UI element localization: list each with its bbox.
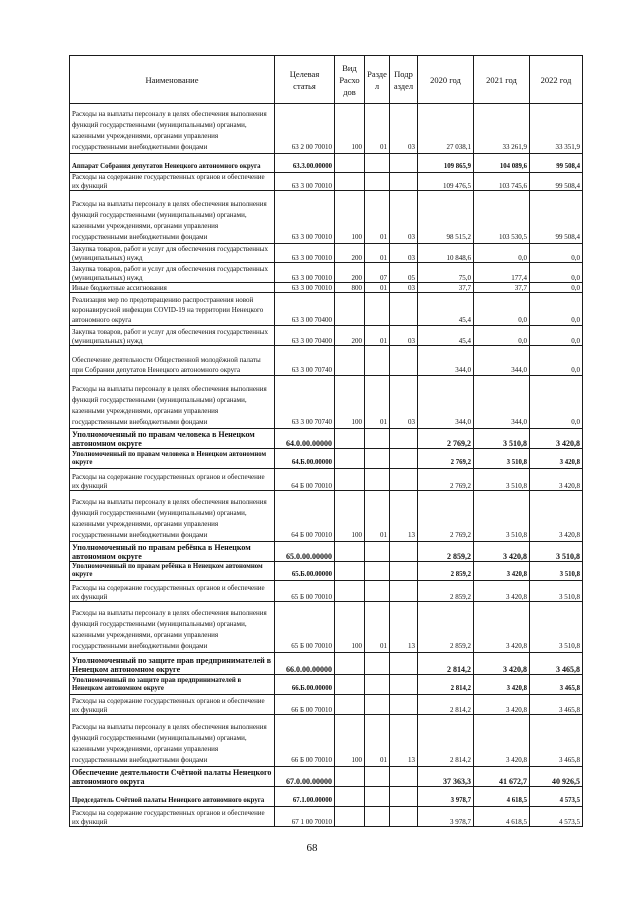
row-subsection [390, 346, 418, 376]
row-subsection [390, 675, 418, 695]
table-row [70, 695, 583, 715]
row-expense-type: 100 [335, 191, 365, 244]
row-target-code: 67.0.00.00000 [275, 767, 335, 787]
row-target-code: 65.0.00.00000 [275, 542, 335, 562]
row-name: Закупка товаров, работ и услуг для обеспечения государственных (муниципальных) нужд [70, 326, 275, 346]
page-number: 68 [306, 842, 318, 854]
row-section [365, 787, 390, 807]
row-value-2021: 3 420,8 [474, 542, 530, 562]
row-subsection: 03 [390, 326, 418, 346]
row-value-2020: 10 848,6 [418, 244, 474, 263]
row-value-2022: 40 926,5 [530, 767, 583, 787]
row-value-2020: 2 859,2 [418, 542, 474, 562]
row-value-2020: 2 769,2 [418, 429, 474, 449]
row-name: Расходы на содержание государственных органов и обеспечение их функций [70, 807, 275, 827]
row-value-2020: 109 476,5 [418, 173, 474, 191]
row-expense-type [335, 767, 365, 787]
row-expense-type: 100 [335, 715, 365, 767]
row-subsection [390, 469, 418, 491]
table-row [70, 491, 583, 542]
row-target-code: 64.Б.00.00000 [275, 449, 335, 469]
row-name: Уполномоченный по правам человека в Ненецком автономном округе [70, 449, 275, 469]
row-section [365, 469, 390, 491]
row-section [365, 562, 390, 581]
row-expense-type [335, 449, 365, 469]
row-subsection [390, 173, 418, 191]
row-section [365, 346, 390, 376]
row-target-code: 63.3.00.00000 [275, 154, 335, 173]
row-target-code: 63 3 00 70010 [275, 244, 335, 263]
row-target-code: 64 Б 00 70010 [275, 469, 335, 491]
row-subsection: 05 [390, 263, 418, 283]
row-target-code: 64.0.00.00000 [275, 429, 335, 449]
row-value-2022: 0,0 [530, 263, 583, 283]
row-target-code: 65.Б.00.00000 [275, 562, 335, 581]
row-value-2021: 3 420,8 [474, 653, 530, 675]
row-section [365, 675, 390, 695]
row-value-2022: 0,0 [530, 376, 583, 429]
row-expense-type: 200 [335, 244, 365, 263]
row-target-code: 63 3 00 70010 [275, 263, 335, 283]
row-value-2020: 344,0 [418, 346, 474, 376]
row-value-2020: 344,0 [418, 376, 474, 429]
table-row [70, 767, 583, 787]
row-value-2021: 33 261,9 [474, 104, 530, 154]
row-target-code: 67.1.00.00000 [275, 787, 335, 807]
row-name: Аппарат Собрания депутатов Ненецкого автономного округа [70, 154, 275, 173]
table-row [70, 562, 583, 581]
row-subsection: 13 [390, 491, 418, 542]
header-section: Разде л [365, 56, 390, 104]
row-value-2022: 0,0 [530, 244, 583, 263]
budget-table [69, 55, 583, 827]
row-subsection [390, 154, 418, 173]
row-section: 07 [365, 263, 390, 283]
row-value-2022: 3 465,8 [530, 653, 583, 675]
row-value-2020: 45,4 [418, 326, 474, 346]
table-row [70, 154, 583, 173]
row-value-2021: 344,0 [474, 376, 530, 429]
row-section: 01 [365, 191, 390, 244]
row-subsection: 13 [390, 715, 418, 767]
row-target-code: 66.Б.00.00000 [275, 675, 335, 695]
row-name: Расходы на выплаты персоналу в целях обеспечения выполнения функций государственными (муниципальными) органами, казенными учреждениями, органами управления государственными внебюджетными фондами [70, 104, 275, 154]
row-name: Расходы на содержание государственных органов и обеспечение их функций [70, 581, 275, 602]
row-name: Расходы на содержание государственных органов и обеспечение их функций [70, 695, 275, 715]
row-name: Уполномоченный по защите прав предпринимателей в Ненецком автономном округе [70, 653, 275, 675]
table-row [70, 449, 583, 469]
row-value-2021: 0,0 [474, 326, 530, 346]
row-expense-type [335, 154, 365, 173]
row-name: Председатель Счётной палаты Ненецкого автономного округа [70, 787, 275, 807]
row-name: Обеспечение деятельности Счётной палаты Ненецкого автономного округа [70, 767, 275, 787]
row-section: 01 [365, 244, 390, 263]
row-subsection: 03 [390, 376, 418, 429]
table-row [70, 173, 583, 191]
row-section: 01 [365, 715, 390, 767]
row-value-2022: 3 510,8 [530, 602, 583, 653]
row-value-2020: 45,4 [418, 293, 474, 326]
row-value-2022: 3 510,8 [530, 562, 583, 581]
row-expense-type: 800 [335, 283, 365, 293]
row-expense-type: 100 [335, 491, 365, 542]
row-section: 01 [365, 376, 390, 429]
row-value-2022: 0,0 [530, 346, 583, 376]
table-row [70, 807, 583, 827]
row-target-code: 65 Б 00 70010 [275, 581, 335, 602]
table-row [70, 104, 583, 154]
row-value-2020: 2 769,2 [418, 491, 474, 542]
row-name: Расходы на выплаты персоналу в целях обеспечения выполнения функций государственными (муниципальными) органами, казенными учреждениями, органами управления государственными внебюджетными фондами [70, 376, 275, 429]
row-name: Закупка товаров, работ и услуг для обеспечения государственных (муниципальных) нужд [70, 244, 275, 263]
row-value-2021: 344,0 [474, 346, 530, 376]
row-value-2020: 2 859,2 [418, 581, 474, 602]
row-value-2020: 2 859,2 [418, 562, 474, 581]
row-value-2020: 109 865,9 [418, 154, 474, 173]
row-value-2021: 3 510,8 [474, 429, 530, 449]
table-row [70, 602, 583, 653]
table-row [70, 293, 583, 326]
row-expense-type [335, 346, 365, 376]
row-target-code: 64 Б 00 70010 [275, 491, 335, 542]
row-name: Обеспечение деятельности Общественной молодёжной палаты при Собрании депутатов Ненецкого автономного округа [70, 346, 275, 376]
row-section: 01 [365, 602, 390, 653]
row-value-2020: 27 038,1 [418, 104, 474, 154]
row-value-2021: 37,7 [474, 283, 530, 293]
row-value-2021: 41 672,7 [474, 767, 530, 787]
row-subsection: 03 [390, 104, 418, 154]
row-target-code: 63 3 00 70740 [275, 376, 335, 429]
row-name: Реализация мер по предотвращению распространения новой коронавирусной инфекции COVID-19 на территории Ненецкого автономного округа [70, 293, 275, 326]
row-value-2020: 2 769,2 [418, 469, 474, 491]
row-section [365, 154, 390, 173]
row-value-2021: 3 420,8 [474, 715, 530, 767]
row-value-2021: 3 420,8 [474, 675, 530, 695]
header-name: Наименование [70, 56, 275, 104]
row-value-2020: 75,0 [418, 263, 474, 283]
row-section [365, 581, 390, 602]
row-value-2022: 3 420,8 [530, 429, 583, 449]
row-value-2022: 3 420,8 [530, 491, 583, 542]
row-subsection: 03 [390, 244, 418, 263]
row-subsection [390, 449, 418, 469]
row-value-2022: 99 508,4 [530, 191, 583, 244]
row-name: Уполномоченный по защите прав предпринимателей в Ненецком автономном округе [70, 675, 275, 695]
row-name: Уполномоченный по правам ребёнка в Ненецком автономном округе [70, 562, 275, 581]
header-year-2020: 2020 год [418, 56, 474, 104]
row-section [365, 695, 390, 715]
row-section: 01 [365, 491, 390, 542]
row-expense-type [335, 787, 365, 807]
table-row [70, 346, 583, 376]
row-subsection [390, 787, 418, 807]
row-value-2020: 2 814,2 [418, 675, 474, 695]
row-value-2022: 99 508,4 [530, 154, 583, 173]
row-value-2021: 104 089,6 [474, 154, 530, 173]
row-expense-type [335, 695, 365, 715]
table-row [70, 326, 583, 346]
row-name: Закупка товаров, работ и услуг для обеспечения государственных (муниципальных) нужд [70, 263, 275, 283]
row-value-2021: 3 420,8 [474, 562, 530, 581]
row-expense-type: 200 [335, 263, 365, 283]
row-value-2022: 4 573,5 [530, 807, 583, 827]
table-row [70, 653, 583, 675]
row-value-2021: 3 420,8 [474, 581, 530, 602]
row-target-code: 65 Б 00 70010 [275, 602, 335, 653]
row-value-2020: 3 978,7 [418, 807, 474, 827]
row-expense-type: 200 [335, 326, 365, 346]
row-value-2020: 98 515,2 [418, 191, 474, 244]
row-value-2022: 3 420,8 [530, 449, 583, 469]
row-target-code: 63 3 00 70010 [275, 173, 335, 191]
row-section: 01 [365, 104, 390, 154]
row-expense-type [335, 807, 365, 827]
row-expense-type [335, 173, 365, 191]
row-section: 01 [365, 326, 390, 346]
row-value-2022: 99 508,4 [530, 173, 583, 191]
table-row [70, 244, 583, 263]
row-value-2022: 3 510,8 [530, 581, 583, 602]
row-expense-type: 100 [335, 376, 365, 429]
table-row [70, 787, 583, 807]
row-subsection [390, 581, 418, 602]
row-value-2022: 3 420,8 [530, 469, 583, 491]
row-subsection: 13 [390, 602, 418, 653]
row-section: 01 [365, 283, 390, 293]
row-value-2020: 3 978,7 [418, 787, 474, 807]
table-header-row [70, 56, 583, 104]
row-target-code: 66 Б 00 70010 [275, 715, 335, 767]
row-section [365, 429, 390, 449]
row-value-2021: 177,4 [474, 263, 530, 283]
row-value-2022: 4 573,5 [530, 787, 583, 807]
row-target-code: 63 3 00 70400 [275, 293, 335, 326]
row-expense-type [335, 581, 365, 602]
table-row [70, 469, 583, 491]
row-subsection [390, 429, 418, 449]
table-row [70, 191, 583, 244]
row-value-2022: 33 351,9 [530, 104, 583, 154]
row-expense-type [335, 293, 365, 326]
row-name: Уполномоченный по правам ребёнка в Ненецком автономном округе [70, 542, 275, 562]
row-value-2022: 3 510,8 [530, 542, 583, 562]
header-target-article: Целевая статья [275, 56, 335, 104]
row-target-code: 63 3 00 70740 [275, 346, 335, 376]
row-value-2020: 2 769,2 [418, 449, 474, 469]
row-target-code: 63 2 00 70010 [275, 104, 335, 154]
table-row [70, 675, 583, 695]
row-name: Уполномоченный по правам человека в Ненецком автономном округе [70, 429, 275, 449]
row-subsection [390, 293, 418, 326]
row-subsection: 03 [390, 283, 418, 293]
table-row [70, 542, 583, 562]
row-name: Расходы на выплаты персоналу в целях обеспечения выполнения функций государственными (муниципальными) органами, казенными учреждениями, органами управления государственными внебюджетными фондами [70, 602, 275, 653]
row-value-2021: 3 510,8 [474, 449, 530, 469]
row-subsection [390, 767, 418, 787]
row-value-2021: 0,0 [474, 293, 530, 326]
table-row [70, 263, 583, 283]
row-expense-type [335, 675, 365, 695]
row-value-2020: 37,7 [418, 283, 474, 293]
row-value-2020: 2 859,2 [418, 602, 474, 653]
row-value-2022: 0,0 [530, 293, 583, 326]
row-name: Расходы на выплаты персоналу в целях обеспечения выполнения функций государственными (муниципальными) органами, казенными учреждениями, органами управления государственными внебюджетными фондами [70, 491, 275, 542]
row-section [365, 449, 390, 469]
row-name: Иные бюджетные ассигнования [70, 283, 275, 293]
row-target-code: 66 Б 00 70010 [275, 695, 335, 715]
row-expense-type: 100 [335, 104, 365, 154]
row-section [365, 807, 390, 827]
row-value-2022: 3 465,8 [530, 695, 583, 715]
row-section [365, 542, 390, 562]
row-value-2021: 4 618,5 [474, 787, 530, 807]
row-subsection [390, 695, 418, 715]
table-row [70, 715, 583, 767]
row-section [365, 767, 390, 787]
row-name: Расходы на выплаты персоналу в целях обеспечения выполнения функций государственными (муниципальными) органами, казенными учреждениями, органами управления государственными внебюджетными фондами [70, 715, 275, 767]
row-target-code: 63 3 00 70010 [275, 283, 335, 293]
row-subsection [390, 653, 418, 675]
row-expense-type [335, 542, 365, 562]
row-value-2021: 3 420,8 [474, 695, 530, 715]
header-year-2021: 2021 год [474, 56, 530, 104]
row-expense-type [335, 653, 365, 675]
row-value-2022: 0,0 [530, 283, 583, 293]
header-expense-type: Вид Расхо дов [335, 56, 365, 104]
row-subsection: 03 [390, 191, 418, 244]
row-value-2020: 2 814,2 [418, 715, 474, 767]
table-row [70, 376, 583, 429]
row-name: Расходы на содержание государственных органов и обеспечение их функций [70, 173, 275, 191]
row-expense-type [335, 562, 365, 581]
row-subsection [390, 542, 418, 562]
table-row [70, 429, 583, 449]
row-name: Расходы на содержание государственных органов и обеспечение их функций [70, 469, 275, 491]
row-value-2021: 3 420,8 [474, 602, 530, 653]
row-target-code: 67 1 00 70010 [275, 807, 335, 827]
row-value-2021: 4 618,5 [474, 807, 530, 827]
row-value-2021: 103 745,6 [474, 173, 530, 191]
row-section [365, 293, 390, 326]
header-year-2022: 2022 год [530, 56, 583, 104]
row-value-2022: 3 465,8 [530, 715, 583, 767]
row-subsection [390, 562, 418, 581]
row-target-code: 63 3 00 70010 [275, 191, 335, 244]
table-row [70, 283, 583, 293]
row-section [365, 173, 390, 191]
row-expense-type: 100 [335, 602, 365, 653]
row-section [365, 653, 390, 675]
row-value-2020: 2 814,2 [418, 695, 474, 715]
row-value-2021: 3 510,8 [474, 491, 530, 542]
row-value-2020: 37 363,3 [418, 767, 474, 787]
row-expense-type [335, 469, 365, 491]
row-value-2021: 3 510,8 [474, 469, 530, 491]
row-expense-type [335, 429, 365, 449]
row-value-2021: 103 530,5 [474, 191, 530, 244]
row-target-code: 66.0.00.00000 [275, 653, 335, 675]
row-name: Расходы на выплаты персоналу в целях обеспечения выполнения функций государственными (муниципальными) органами, казенными учреждениями, органами управления государственными внебюджетными фондами [70, 191, 275, 244]
table-row [70, 581, 583, 602]
header-subsection: Подр аздел [390, 56, 418, 104]
row-value-2020: 2 814,2 [418, 653, 474, 675]
row-value-2022: 0,0 [530, 326, 583, 346]
row-value-2022: 3 465,8 [530, 675, 583, 695]
row-value-2021: 0,0 [474, 244, 530, 263]
row-target-code: 63 3 00 70400 [275, 326, 335, 346]
row-subsection [390, 807, 418, 827]
